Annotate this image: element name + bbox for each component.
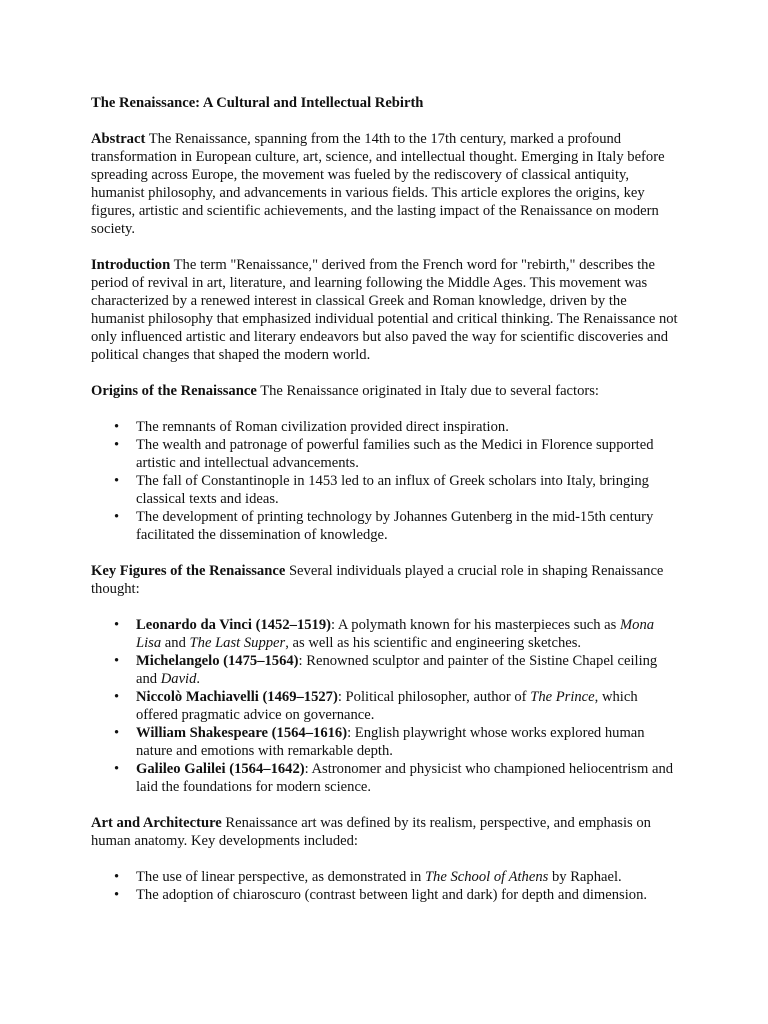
figure-description: : Political philosopher, author of	[337, 689, 531, 705]
key-figures-list	[91, 616, 681, 796]
document-page	[91, 94, 681, 922]
key-figures-text: Several individuals played a crucial role in shaping Renaissance thought:	[91, 563, 664, 597]
figure-name: Leonardo da Vinci (1452–1519)	[136, 617, 331, 633]
origins-heading: Origins of the Renaissance	[91, 383, 257, 399]
work-title: The Prince	[530, 689, 595, 705]
figure-description: , as well as his scientific and engineering sketches.	[285, 635, 582, 651]
figure-description: : A polymath known for his masterpieces such as	[331, 617, 620, 633]
origins-paragraph	[91, 382, 681, 400]
origins-list	[91, 418, 681, 544]
figure-description: : Renowned sculptor and painter of the Sistine Chapel ceiling and	[136, 653, 658, 687]
list-item	[136, 868, 681, 886]
list-item: • The remnants of Roman civilization provided direct inspiration.	[136, 418, 681, 436]
figure-description: .	[196, 671, 201, 687]
list-item	[136, 886, 681, 904]
introduction-text: The term "Renaissance," derived from the French word for "rebirth," describes the period of revival in art, literature, and learning following the Middle Ages. This movement was characterized by a renewed interest in classical Greek and Roman knowledge, driven by the humanist philosophy that emphasized individual potential and critical thinking. The Renaissance not only influenced artistic and literary endeavors but also paved the way for scientific discoveries and political changes that shaped the modern world.	[91, 257, 678, 363]
figure-description: and	[161, 635, 190, 651]
art-item-text: The use of linear perspective, as demonstrated in	[136, 869, 425, 885]
figure-description: : Astronomer and physicist who championed heliocentrism and laid the foundations for modern science.	[136, 761, 674, 795]
figure-name: Michelangelo (1475–1564)	[136, 653, 299, 669]
list-item	[136, 688, 681, 724]
list-item	[136, 616, 681, 652]
art-list	[91, 868, 681, 904]
figure-description: , which offered pragmatic advice on governance.	[136, 689, 638, 723]
work-title: Mona Lisa	[136, 617, 655, 651]
figure-description: : English playwright whose works explored human nature and emotions with remarkable depth.	[136, 725, 645, 759]
work-title: David	[160, 671, 197, 687]
abstract-paragraph	[91, 130, 681, 238]
list-item: • The fall of Constantinople in 1453 led to an influx of Greek scholars into Italy, bringing classical texts and ideas.	[136, 472, 681, 508]
work-title: The Last Supper	[189, 635, 286, 651]
art-item-text: by Raphael.	[548, 869, 622, 885]
figure-name: William Shakespeare (1564–1616)	[136, 725, 348, 741]
introduction-heading: Introduction	[91, 257, 171, 273]
figure-name: Galileo Galilei (1564–1642)	[136, 761, 305, 777]
key-figures-paragraph	[91, 562, 681, 598]
key-figures-heading: Key Figures of the Renaissance	[91, 563, 286, 579]
abstract-text: The Renaissance, spanning from the 14th to the 17th century, marked a profound transformation in European culture, art, science, and intellectual thought. Emerging in Italy before spreading across Europe, the movement was fueled by the rediscovery of classical antiquity, humanist philosophy, and advancements in various fields. This article explores the origins, key figures, artistic and scientific achievements, and the lasting impact of the Renaissance on modern society.	[91, 131, 665, 237]
origins-text: The Renaissance originated in Italy due to several factors:	[256, 383, 599, 399]
introduction-paragraph	[91, 256, 681, 364]
art-heading: Art and Architecture	[91, 815, 222, 831]
list-item: • The development of printing technology by Johannes Gutenberg in the mid-15th century facilitated the dissemination of knowledge.	[136, 508, 681, 544]
art-text: Renaissance art was defined by its realism, perspective, and emphasis on human anatomy. Key developments included:	[91, 815, 651, 849]
work-title: The School of Athens	[424, 869, 549, 885]
list-item	[136, 724, 681, 760]
document-title: The Renaissance: A Cultural and Intellectual Rebirth	[91, 95, 424, 111]
art-paragraph	[91, 814, 681, 850]
abstract-heading: Abstract	[91, 131, 146, 147]
list-item	[136, 652, 681, 688]
list-item: • The wealth and patronage of powerful families such as the Medici in Florence supported artistic and intellectual advancements.	[136, 436, 681, 472]
figure-name: Niccolò Machiavelli (1469–1527)	[136, 689, 338, 705]
list-item	[136, 760, 681, 796]
art-item-text: The adoption of chiaroscuro (contrast between light and dark) for depth and dimension.	[136, 887, 648, 903]
